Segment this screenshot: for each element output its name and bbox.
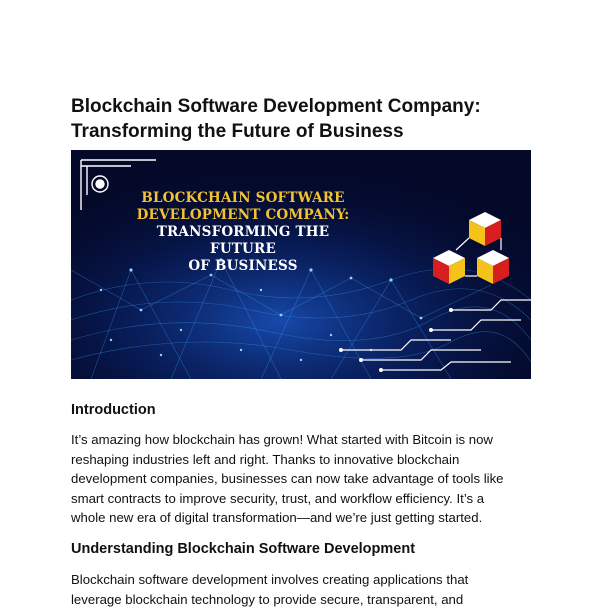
intro-line-4: smart contracts to improve security, trust, and workflow efficiency. It’s a — [71, 489, 541, 509]
intro-line-1: It’s amazing how blockchain has grown! What started with Bitcoin is now — [71, 430, 541, 450]
hero-banner-image — [71, 150, 531, 379]
intro-line-2: reshaping industries left and right. Thanks to innovative blockchain — [71, 450, 541, 470]
understanding-line-1: Blockchain software development involves creating applications that — [71, 570, 541, 590]
section-heading-introduction: Introduction — [71, 402, 541, 418]
banner-heading — [123, 190, 363, 275]
intro-paragraph — [71, 430, 541, 528]
intro-line-5: whole new era of digital transformation—and we’re just getting started. — [71, 508, 541, 528]
banner-line-4: OF BUSINESS — [123, 258, 363, 275]
intro-line-3: development companies, businesses can now take advantage of tools like — [71, 469, 541, 489]
banner-line-3: TRANSFORMING THE FUTURE — [123, 224, 363, 258]
banner-line-2: DEVELOPMENT COMPANY: — [123, 207, 363, 224]
understanding-paragraph — [71, 570, 541, 609]
title-line-1: Blockchain Software Development Company: — [71, 94, 541, 119]
article-title — [71, 94, 541, 144]
understanding-line-2: leverage blockchain technology to provide secure, transparent, and — [71, 590, 541, 609]
banner-line-1: BLOCKCHAIN SOFTWARE — [123, 190, 363, 207]
section-heading-understanding: Understanding Blockchain Software Development — [71, 541, 541, 557]
title-line-2: Transforming the Future of Business — [71, 119, 541, 144]
